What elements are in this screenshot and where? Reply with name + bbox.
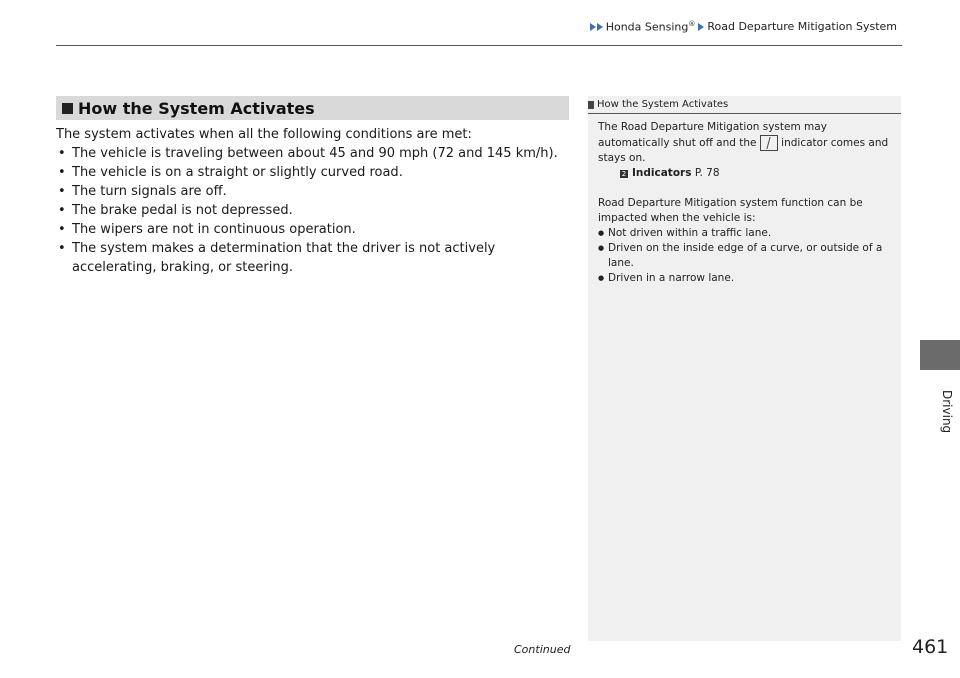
note-sidebar xyxy=(588,96,901,641)
list-item: ● Not driven within a traffic lane. xyxy=(598,226,891,241)
chapter-tab-label: Driving xyxy=(940,390,954,434)
note-header xyxy=(588,96,901,114)
section-title: How the System Activates xyxy=(78,98,315,118)
list-item: • The vehicle is on a straight or slightly curved road. xyxy=(56,163,568,182)
list-item: ● Driven in a narrow lane. xyxy=(598,271,891,286)
continued-label: Continued xyxy=(514,643,571,656)
reference-page: P. 78 xyxy=(694,167,720,179)
note-body xyxy=(588,114,901,286)
note-marker-icon xyxy=(588,101,594,109)
reference-label: Indicators xyxy=(632,167,692,179)
breadcrumb-arrow-icon xyxy=(698,23,704,31)
breadcrumb-item-rdm[interactable]: Road Departure Mitigation System xyxy=(707,20,897,34)
list-item: • The turn signals are off. xyxy=(56,182,568,201)
intro-text: The system activates when all the following conditions are met: xyxy=(56,127,472,142)
note-paragraph: Road Departure Mitigation system function can be impacted when the vehicle is: xyxy=(598,197,863,224)
list-item: • The wipers are not in continuous operation. xyxy=(56,220,568,239)
note-paragraph: The Road Departure Mitigation system may automatically shut off and the indicator comes and stays on. xyxy=(598,121,889,164)
chapter-tab[interactable] xyxy=(920,340,960,370)
note-title: How the System Activates xyxy=(597,99,729,110)
breadcrumb-item-honda-sensing[interactable]: Honda Sensing® xyxy=(605,20,696,34)
reference-arrow-icon: 2 xyxy=(621,170,627,178)
registered-mark: ® xyxy=(688,20,696,28)
header-divider xyxy=(56,45,902,46)
list-item: • The brake pedal is not depressed. xyxy=(56,201,568,220)
breadcrumb-arrow-icon xyxy=(597,23,603,31)
breadcrumb xyxy=(590,20,900,34)
conditions-list xyxy=(56,144,568,277)
list-item: • The system makes a determination that the driver is not actively accelerating, braking, or steering. xyxy=(56,239,568,277)
indicators-reference[interactable] xyxy=(598,166,891,181)
section-header xyxy=(56,96,569,120)
page-number: 461 xyxy=(912,636,949,658)
breadcrumb-arrow-icon xyxy=(590,23,596,31)
list-item: ● Driven on the inside edge of a curve, or outside of a lane. xyxy=(598,241,891,271)
lane-departure-indicator-icon xyxy=(760,135,778,151)
section-square-icon xyxy=(62,103,73,114)
list-item: • The vehicle is traveling between about 45 and 90 mph (72 and 145 km/h). xyxy=(56,144,568,163)
note-bullets xyxy=(598,226,891,286)
main-content xyxy=(56,125,568,277)
